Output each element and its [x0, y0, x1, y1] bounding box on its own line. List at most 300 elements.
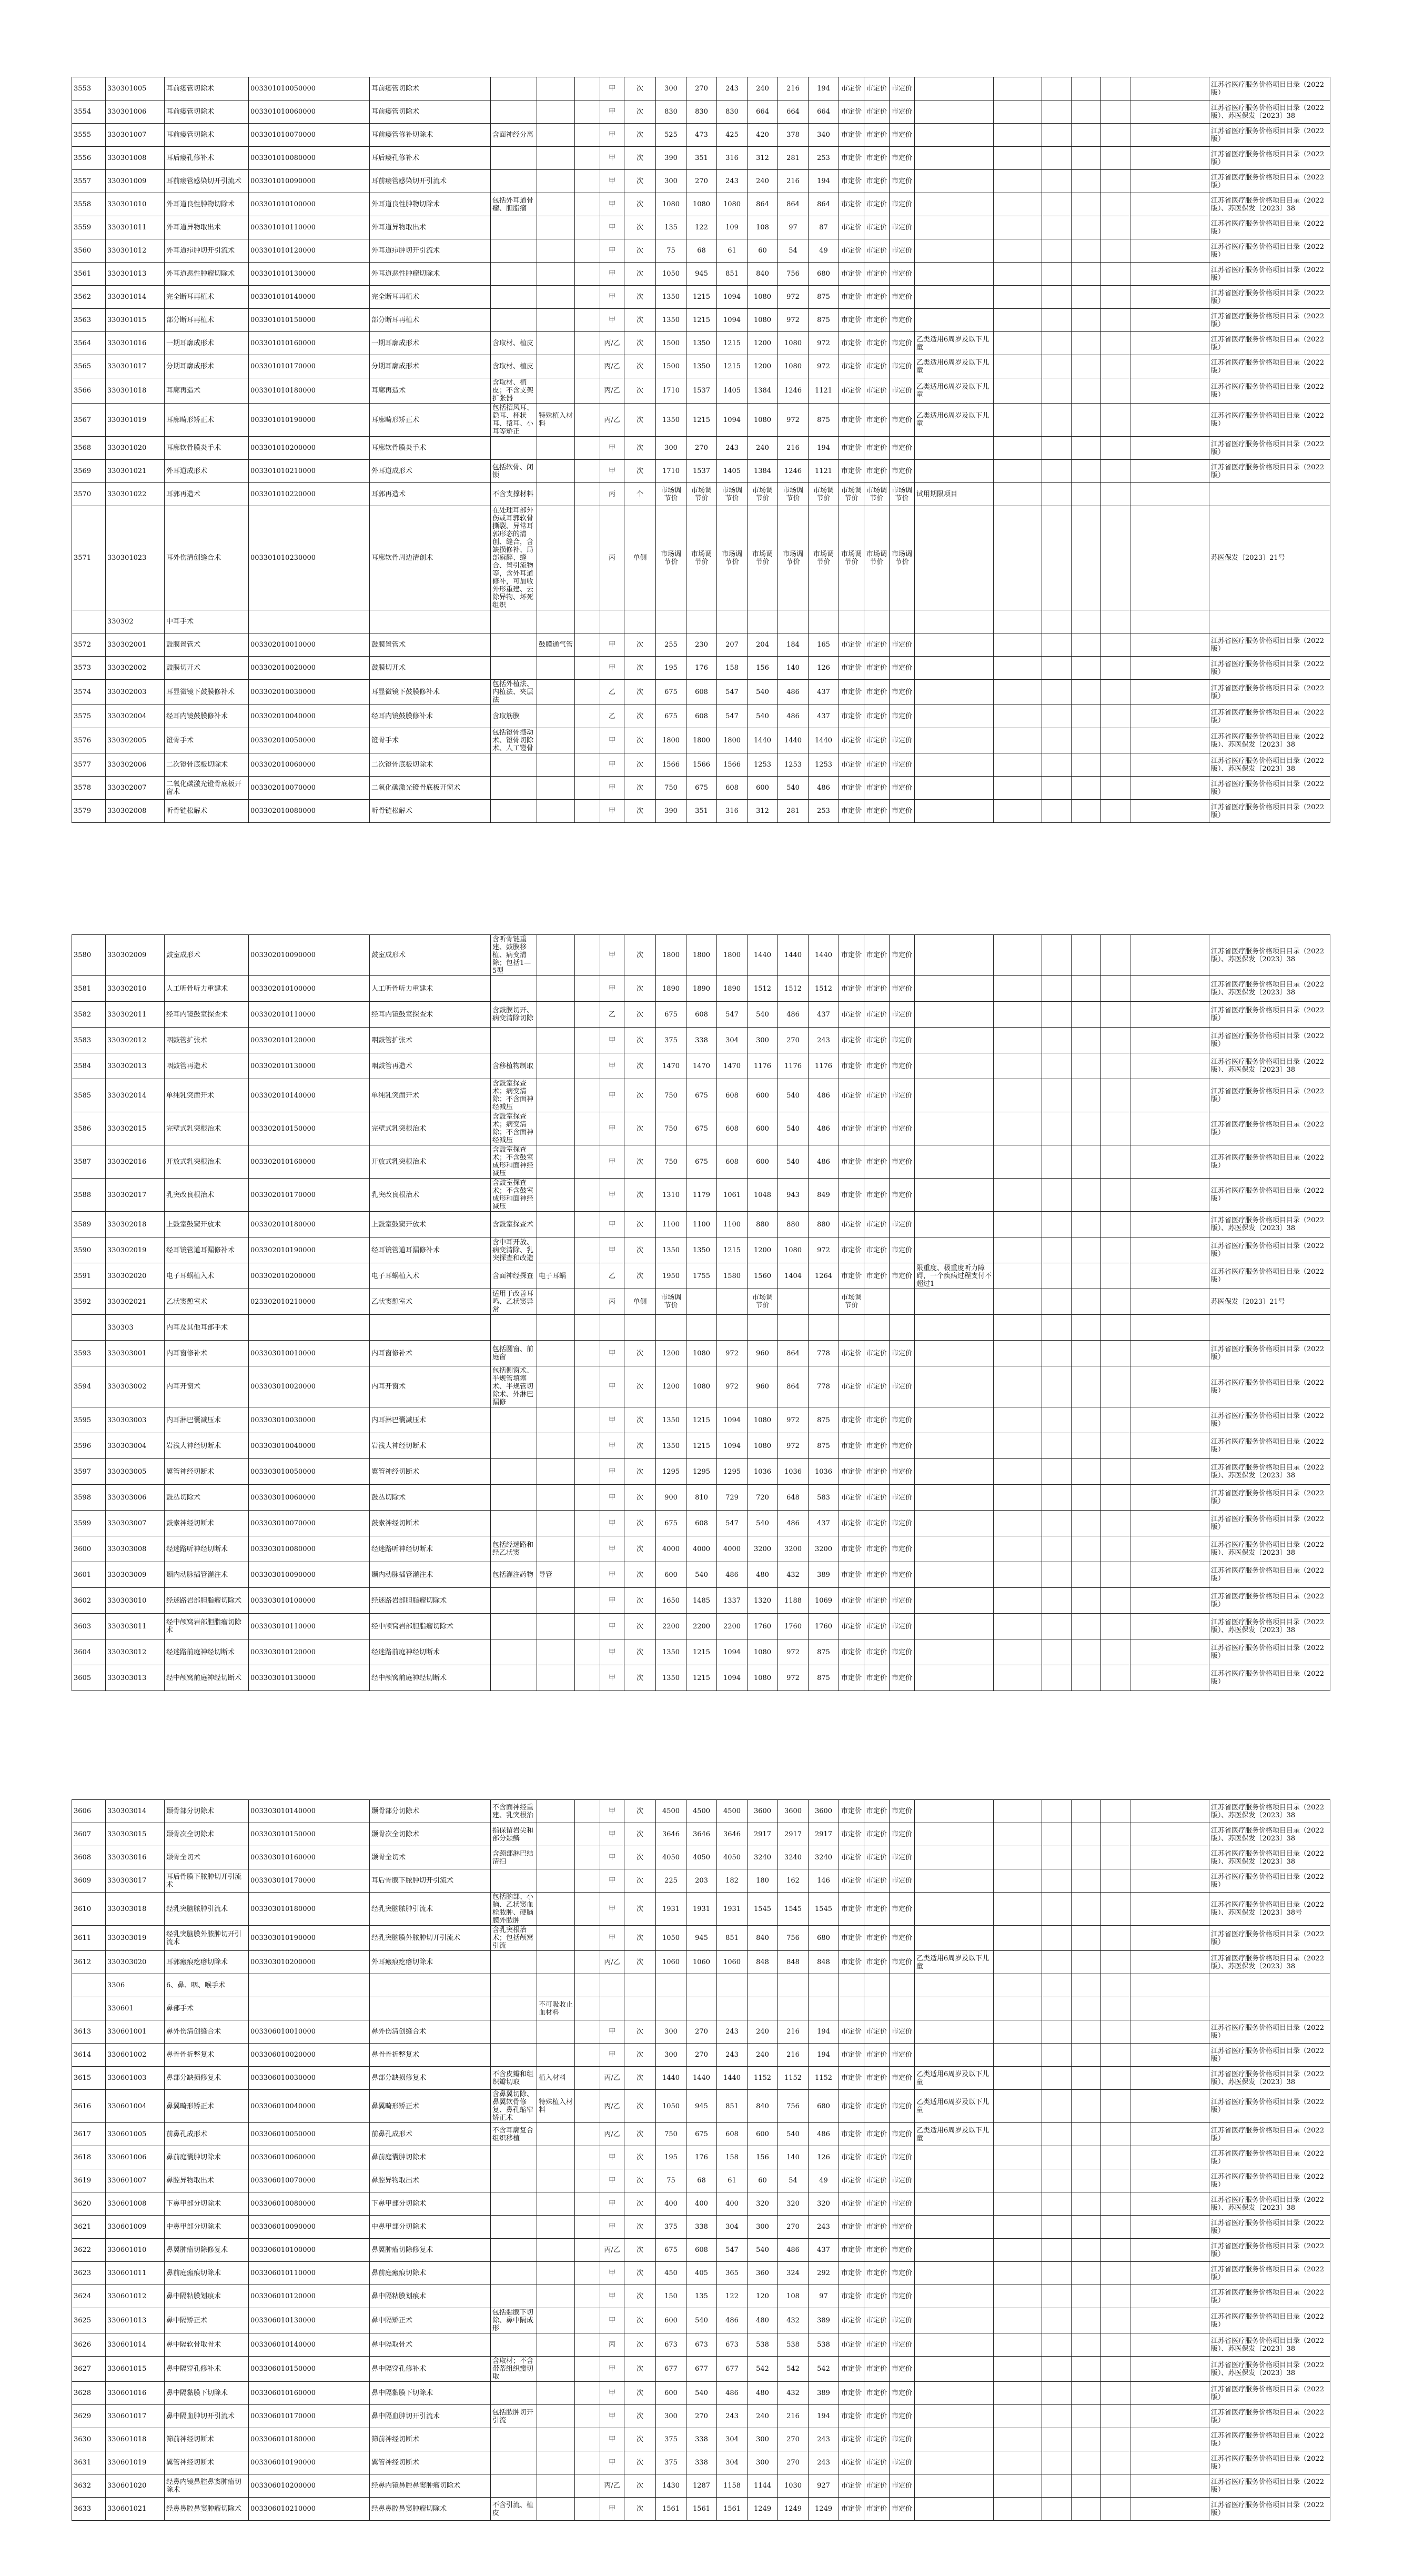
cell-e5: [1130, 2146, 1209, 2169]
cell-e3: [1072, 124, 1101, 147]
cell-t3: 市定价: [890, 1869, 915, 1893]
cell-e2: [1042, 286, 1072, 309]
cell-t3: [890, 610, 915, 633]
cell-p3: 1094: [717, 1665, 748, 1691]
cell-name2: 鼻前庭瘢痕切除术: [370, 2262, 491, 2285]
cell-p2: 1215: [686, 404, 717, 437]
cell-level: 甲: [600, 1112, 624, 1145]
cell-p6: 194: [809, 2020, 839, 2044]
cell-level: 甲: [600, 77, 624, 100]
cell-p5: 540: [778, 2123, 809, 2146]
cell-code: 3306: [106, 1974, 165, 1997]
cell-t1: [839, 1997, 864, 2020]
cell-seq: 3619: [72, 2169, 106, 2192]
cell-t3: 市定价: [890, 2020, 915, 2044]
cell-code: 330301010: [106, 193, 165, 216]
cell-src: 江苏省医疗服务价格项目目录（2022版）、苏医保发〔2023〕38: [1209, 193, 1330, 216]
cell-name2: 鼻部分缺损修复术: [370, 2067, 491, 2090]
cell-p1: 1950: [656, 1263, 686, 1289]
cell-p1: 1050: [656, 1926, 686, 1951]
cell-name2: 颞内动脉插管灌注术: [370, 1562, 491, 1588]
cell-code2: 003303010170000: [249, 1869, 370, 1893]
cell-e1: [994, 239, 1042, 263]
cell-e1: [994, 1511, 1042, 1536]
cell-e5: [1130, 483, 1209, 506]
cell-p1: 225: [656, 1869, 686, 1893]
cell-p2: 540: [686, 2308, 717, 2333]
cell-level: 丙/乙: [600, 404, 624, 437]
cell-seq: 3620: [72, 2192, 106, 2216]
cell-e5: [1130, 2020, 1209, 2044]
cell-level: 丙/乙: [600, 332, 624, 355]
cell-e1: [994, 1459, 1042, 1485]
cell-e1: [994, 1614, 1042, 1639]
cell-e3: [1072, 1145, 1101, 1179]
cell-code: 330303012: [106, 1639, 165, 1665]
cell-t3: 市定价: [890, 2498, 915, 2521]
cell-name2: [370, 1974, 491, 1997]
cell-code2: 003303010070000: [249, 1511, 370, 1536]
cell-p2: 1215: [686, 1433, 717, 1459]
cell-exclude: [537, 309, 575, 332]
cell-name2: 内耳淋巴囊减压术: [370, 1407, 491, 1433]
table-row: [72, 2192, 1330, 2216]
cell-name2: 翼管神经切断术: [370, 1459, 491, 1485]
cell-p6: 875: [809, 309, 839, 332]
cell-e3: [1072, 100, 1101, 124]
cell-e3: [1072, 1002, 1101, 1028]
cell-t1: 市定价: [839, 935, 864, 976]
table-row: [72, 1846, 1330, 1869]
cell-p2: 1350: [686, 355, 717, 378]
cell-level: 甲: [600, 216, 624, 239]
cell-exclude: [537, 935, 575, 976]
cell-unit2: [575, 1407, 600, 1433]
cell-e5: [1130, 777, 1209, 800]
cell-t1: 市定价: [839, 2020, 864, 2044]
cell-t1: 市定价: [839, 2044, 864, 2067]
cell-content: 含鼓室探查术: [491, 1212, 537, 1237]
cell-code: 330601001: [106, 2020, 165, 2044]
cell-name: 鼻中隔血肿切开引流术: [165, 2405, 249, 2428]
cell-exclude: [537, 1823, 575, 1846]
cell-p4: 600: [748, 1112, 778, 1145]
cell-exclude: 鼓膜通气管: [537, 633, 575, 657]
cell-name2: 耳前瘘管感染切开引流术: [370, 170, 491, 193]
cell-e1: [994, 1366, 1042, 1407]
cell-src: [1209, 1997, 1330, 2020]
cell-name: 6、鼻、咽、喉手术: [165, 1974, 249, 1997]
table-row: [72, 2123, 1330, 2146]
cell-e3: [1072, 1614, 1101, 1639]
cell-p4: 600: [748, 777, 778, 800]
cell-e4: [1101, 1341, 1130, 1366]
cell-t2: 市定价: [864, 1145, 890, 1179]
table-row: [72, 1028, 1330, 1053]
cell-p5: [778, 1974, 809, 1997]
cell-exclude: [537, 1893, 575, 1926]
cell-unit2: [575, 1212, 600, 1237]
cell-e4: [1101, 1800, 1130, 1823]
cell-unit: 次: [624, 170, 656, 193]
cell-code: 330301006: [106, 100, 165, 124]
cell-unit2: [575, 2044, 600, 2067]
cell-t2: 市定价: [864, 1588, 890, 1614]
cell-note: [915, 2451, 994, 2474]
cell-name: 分期耳廓成形术: [165, 355, 249, 378]
cell-note: [915, 1926, 994, 1951]
cell-unit: 次: [624, 1366, 656, 1407]
cell-seq: 3584: [72, 1053, 106, 1079]
cell-note: 乙类适用6周岁及以下儿童: [915, 1951, 994, 1974]
cell-code2: 003306010210000: [249, 2498, 370, 2521]
cell-p1: 150: [656, 2285, 686, 2308]
cell-seq: [72, 610, 106, 633]
cell-p5: 486: [778, 705, 809, 728]
cell-src: 苏医保发〔2023〕21号: [1209, 1289, 1330, 1315]
cell-seq: 3624: [72, 2285, 106, 2308]
cell-t1: 市定价: [839, 1002, 864, 1028]
cell-p5: 756: [778, 2090, 809, 2123]
cell-level: 甲: [600, 2451, 624, 2474]
cell-note: [915, 309, 994, 332]
cell-p6: 1069: [809, 1588, 839, 1614]
cell-p1: [656, 610, 686, 633]
cell-note: [915, 2357, 994, 2382]
cell-p6: 1512: [809, 976, 839, 1002]
cell-content: [491, 1951, 537, 1974]
cell-p5: 市场调节价: [778, 483, 809, 506]
cell-exclude: [537, 2451, 575, 2474]
cell-exclude: 植入材料: [537, 2067, 575, 2090]
cell-name: 耳后瘘孔修补术: [165, 147, 249, 170]
cell-t3: 市定价: [890, 147, 915, 170]
cell-e2: [1042, 1665, 1072, 1691]
cell-p6: 486: [809, 1079, 839, 1112]
cell-seq: 3611: [72, 1926, 106, 1951]
cell-e1: [994, 309, 1042, 332]
cell-name2: 耳后瘘孔修补术: [370, 147, 491, 170]
cell-unit: 次: [624, 1926, 656, 1951]
cell-seq: 3589: [72, 1212, 106, 1237]
cell-code: 330303017: [106, 1869, 165, 1893]
cell-e1: [994, 2357, 1042, 2382]
cell-p5: 270: [778, 2451, 809, 2474]
cell-name: 乳突改良根治术: [165, 1179, 249, 1212]
cell-e3: [1072, 657, 1101, 680]
cell-code: 330302020: [106, 1263, 165, 1289]
cell-e5: [1130, 753, 1209, 777]
cell-src: 江苏省医疗服务价格项目目录（2022版）: [1209, 2216, 1330, 2239]
cell-content: [491, 1997, 537, 2020]
cell-t3: 市定价: [890, 2044, 915, 2067]
cell-p4: 108: [748, 216, 778, 239]
cell-p5: 664: [778, 100, 809, 124]
cell-e3: [1072, 2090, 1101, 2123]
cell-t2: 市定价: [864, 1028, 890, 1053]
cell-p6: 972: [809, 1237, 839, 1263]
cell-t2: 市定价: [864, 1665, 890, 1691]
cell-t3: 市定价: [890, 355, 915, 378]
cell-seq: 3574: [72, 680, 106, 705]
cell-e5: [1130, 170, 1209, 193]
cell-e4: [1101, 100, 1130, 124]
cell-code2: 003301010150000: [249, 309, 370, 332]
cell-name: 听骨链松解术: [165, 800, 249, 823]
cell-e5: [1130, 309, 1209, 332]
cell-e2: [1042, 2090, 1072, 2123]
cell-note: [915, 610, 994, 633]
cell-p5: 486: [778, 1511, 809, 1536]
cell-content: [491, 239, 537, 263]
cell-name2: 耳显微镜下鼓膜修补术: [370, 680, 491, 705]
cell-p5: 486: [778, 680, 809, 705]
cell-e3: [1072, 2474, 1101, 2498]
cell-p2: 830: [686, 100, 717, 124]
cell-p4: 320: [748, 2192, 778, 2216]
cell-e4: [1101, 1639, 1130, 1665]
cell-e1: [994, 355, 1042, 378]
cell-e2: [1042, 2308, 1072, 2333]
cell-e3: [1072, 1212, 1101, 1237]
cell-code2: 003306010120000: [249, 2285, 370, 2308]
cell-seq: 3590: [72, 1237, 106, 1263]
cell-level: 丙: [600, 506, 624, 610]
cell-t2: 市定价: [864, 728, 890, 753]
cell-src: 江苏省医疗服务价格项目目录（2022版）、苏医保发〔2023〕38: [1209, 100, 1330, 124]
cell-p4: 720: [748, 1485, 778, 1511]
cell-p3: 851: [717, 2090, 748, 2123]
cell-e4: [1101, 1053, 1130, 1079]
cell-unit: 次: [624, 2216, 656, 2239]
cell-p2: 68: [686, 2169, 717, 2192]
cell-exclude: [537, 1237, 575, 1263]
cell-t2: 市定价: [864, 1079, 890, 1112]
cell-note: [915, 705, 994, 728]
cell-e5: [1130, 2239, 1209, 2262]
cell-e1: [994, 1263, 1042, 1289]
cell-p6: 486: [809, 2123, 839, 2146]
price-table: [72, 77, 1330, 823]
cell-e1: [994, 1588, 1042, 1614]
cell-p1: 600: [656, 2308, 686, 2333]
cell-src: 江苏省医疗服务价格项目目录（2022版）: [1209, 633, 1330, 657]
cell-p5: 1249: [778, 2498, 809, 2521]
cell-p6: 1249: [809, 2498, 839, 2521]
cell-code2: 003303010090000: [249, 1562, 370, 1588]
cell-p1: 75: [656, 2169, 686, 2192]
cell-exclude: [537, 976, 575, 1002]
cell-e2: [1042, 935, 1072, 976]
cell-exclude: [537, 1536, 575, 1562]
cell-e2: [1042, 1179, 1072, 1212]
cell-unit: 次: [624, 728, 656, 753]
cell-src: [1209, 483, 1330, 506]
cell-exclude: [537, 147, 575, 170]
table-row: [72, 2262, 1330, 2285]
cell-t3: 市定价: [890, 286, 915, 309]
cell-content: [491, 1639, 537, 1665]
cell-e3: [1072, 1639, 1101, 1665]
cell-p3: 243: [717, 170, 748, 193]
cell-content: 含鼻翼切除、鼻翼软骨修复、鼻孔缩窄矫正术: [491, 2090, 537, 2123]
cell-p2: 540: [686, 1562, 717, 1588]
cell-p5: 1440: [778, 728, 809, 753]
cell-name2: 鼓膜切开术: [370, 657, 491, 680]
cell-content: [491, 2382, 537, 2405]
table-row: [72, 1974, 1330, 1997]
cell-exclude: [537, 2382, 575, 2405]
cell-note: [915, 800, 994, 823]
cell-name: 开放式乳突根治术: [165, 1145, 249, 1179]
cell-e4: [1101, 680, 1130, 705]
cell-code2: 003302010020000: [249, 657, 370, 680]
cell-t1: 市定价: [839, 1823, 864, 1846]
cell-e4: [1101, 2020, 1130, 2044]
cell-t2: 市定价: [864, 1926, 890, 1951]
cell-content: 含移植物制取: [491, 1053, 537, 1079]
cell-exclude: [537, 2262, 575, 2285]
cell-note: [915, 1893, 994, 1926]
cell-code: 330302005: [106, 728, 165, 753]
cell-t1: 市定价: [839, 332, 864, 355]
cell-src: 江苏省医疗服务价格项目目录（2022版）: [1209, 1926, 1330, 1951]
cell-t3: 市定价: [890, 239, 915, 263]
cell-t2: 市定价: [864, 378, 890, 404]
cell-level: 甲: [600, 100, 624, 124]
cell-name2: 筛前神经切断术: [370, 2428, 491, 2451]
cell-t2: 市定价: [864, 2405, 890, 2428]
cell-t3: 市定价: [890, 216, 915, 239]
cell-note: 乙类适用6周岁及以下儿童: [915, 2067, 994, 2090]
cell-level: 甲: [600, 286, 624, 309]
cell-t1: 市定价: [839, 1433, 864, 1459]
cell-p6: 875: [809, 404, 839, 437]
cell-code2: 003302010130000: [249, 1053, 370, 1079]
table-row: [72, 332, 1330, 355]
cell-content: 包括侧窗术、半规管填塞术、半规管切除术、外淋巴漏修: [491, 1366, 537, 1407]
cell-code2: 003306010170000: [249, 2405, 370, 2428]
cell-name2: 完全断耳再植术: [370, 286, 491, 309]
cell-unit: 次: [624, 1536, 656, 1562]
cell-p1: 75: [656, 239, 686, 263]
table-row: [72, 935, 1330, 976]
cell-p4: 1080: [748, 1433, 778, 1459]
cell-t1: 市定价: [839, 800, 864, 823]
cell-src: 江苏省医疗服务价格项目目录（2022版）: [1209, 1433, 1330, 1459]
cell-unit2: [575, 728, 600, 753]
cell-t1: 市定价: [839, 1407, 864, 1433]
cell-e4: [1101, 1002, 1130, 1028]
cell-p6: 1440: [809, 728, 839, 753]
cell-p6: 市场调节价: [809, 506, 839, 610]
cell-seq: 3630: [72, 2428, 106, 2451]
cell-p2: 4000: [686, 1536, 717, 1562]
cell-p6: 1545: [809, 1893, 839, 1926]
cell-src: 江苏省医疗服务价格项目目录（2022版）、苏医保发〔2023〕38号: [1209, 1893, 1330, 1926]
cell-seq: 3603: [72, 1614, 106, 1639]
cell-t3: 市定价: [890, 1511, 915, 1536]
cell-exclude: [537, 77, 575, 100]
cell-name2: [370, 1997, 491, 2020]
table-row: [72, 1053, 1330, 1079]
cell-note: [915, 935, 994, 976]
cell-t3: 市定价: [890, 777, 915, 800]
cell-level: 甲: [600, 124, 624, 147]
cell-name: 二次镫骨底板切除术: [165, 753, 249, 777]
cell-content: [491, 2044, 537, 2067]
cell-t2: 市定价: [864, 1614, 890, 1639]
cell-content: [491, 147, 537, 170]
cell-p2: [686, 1289, 717, 1315]
cell-exclude: [537, 1366, 575, 1407]
cell-t1: 市定价: [839, 2428, 864, 2451]
cell-code: 330302011: [106, 1002, 165, 1028]
cell-code2: 003306010110000: [249, 2262, 370, 2285]
cell-e2: [1042, 309, 1072, 332]
cell-code2: 003301010170000: [249, 355, 370, 378]
cell-e4: [1101, 2382, 1130, 2405]
cell-e1: [994, 800, 1042, 823]
cell-name2: 颞骨全切术: [370, 1846, 491, 1869]
cell-p2: 4500: [686, 1800, 717, 1823]
table-row: [72, 777, 1330, 800]
cell-code2: 003306010070000: [249, 2169, 370, 2192]
cell-name2: 咽鼓管扩张术: [370, 1028, 491, 1053]
cell-name: 鼓膜切开术: [165, 657, 249, 680]
cell-unit: 次: [624, 753, 656, 777]
cell-p6: 194: [809, 2044, 839, 2067]
cell-p3: 547: [717, 680, 748, 705]
cell-t2: 市定价: [864, 1341, 890, 1366]
cell-note: [915, 2239, 994, 2262]
cell-code: 330601009: [106, 2216, 165, 2239]
cell-note: [915, 1511, 994, 1536]
cell-seq: 3556: [72, 147, 106, 170]
cell-p1: 1350: [656, 309, 686, 332]
cell-p4: 1080: [748, 1665, 778, 1691]
cell-seq: 3594: [72, 1366, 106, 1407]
cell-p4: 60: [748, 2169, 778, 2192]
cell-e1: [994, 1997, 1042, 2020]
table-row: [72, 147, 1330, 170]
cell-e4: [1101, 657, 1130, 680]
cell-t1: 市定价: [839, 286, 864, 309]
cell-content: 不含引流、植皮: [491, 2498, 537, 2521]
cell-p2: 473: [686, 124, 717, 147]
cell-p2: 68: [686, 239, 717, 263]
cell-code: 330301016: [106, 332, 165, 355]
cell-seq: 3596: [72, 1433, 106, 1459]
cell-p2: 675: [686, 1145, 717, 1179]
cell-e5: [1130, 1951, 1209, 1974]
cell-e3: [1072, 1846, 1101, 1869]
cell-level: 甲: [600, 1926, 624, 1951]
cell-content: 含听骨链重建、鼓膜移植、病变清除；包括1—5型: [491, 935, 537, 976]
cell-t3: 市定价: [890, 2474, 915, 2498]
cell-t1: 市定价: [839, 100, 864, 124]
cell-name: 耳廓畸形矫正术: [165, 404, 249, 437]
cell-e5: [1130, 1823, 1209, 1846]
table-row: [72, 753, 1330, 777]
cell-p2: 270: [686, 170, 717, 193]
cell-t3: 市定价: [890, 1366, 915, 1407]
cell-t3: 市定价: [890, 2451, 915, 2474]
cell-p3: 1080: [717, 193, 748, 216]
cell-p6: 1264: [809, 1263, 839, 1289]
cell-t1: 市定价: [839, 1112, 864, 1145]
cell-p3: 1890: [717, 976, 748, 1002]
